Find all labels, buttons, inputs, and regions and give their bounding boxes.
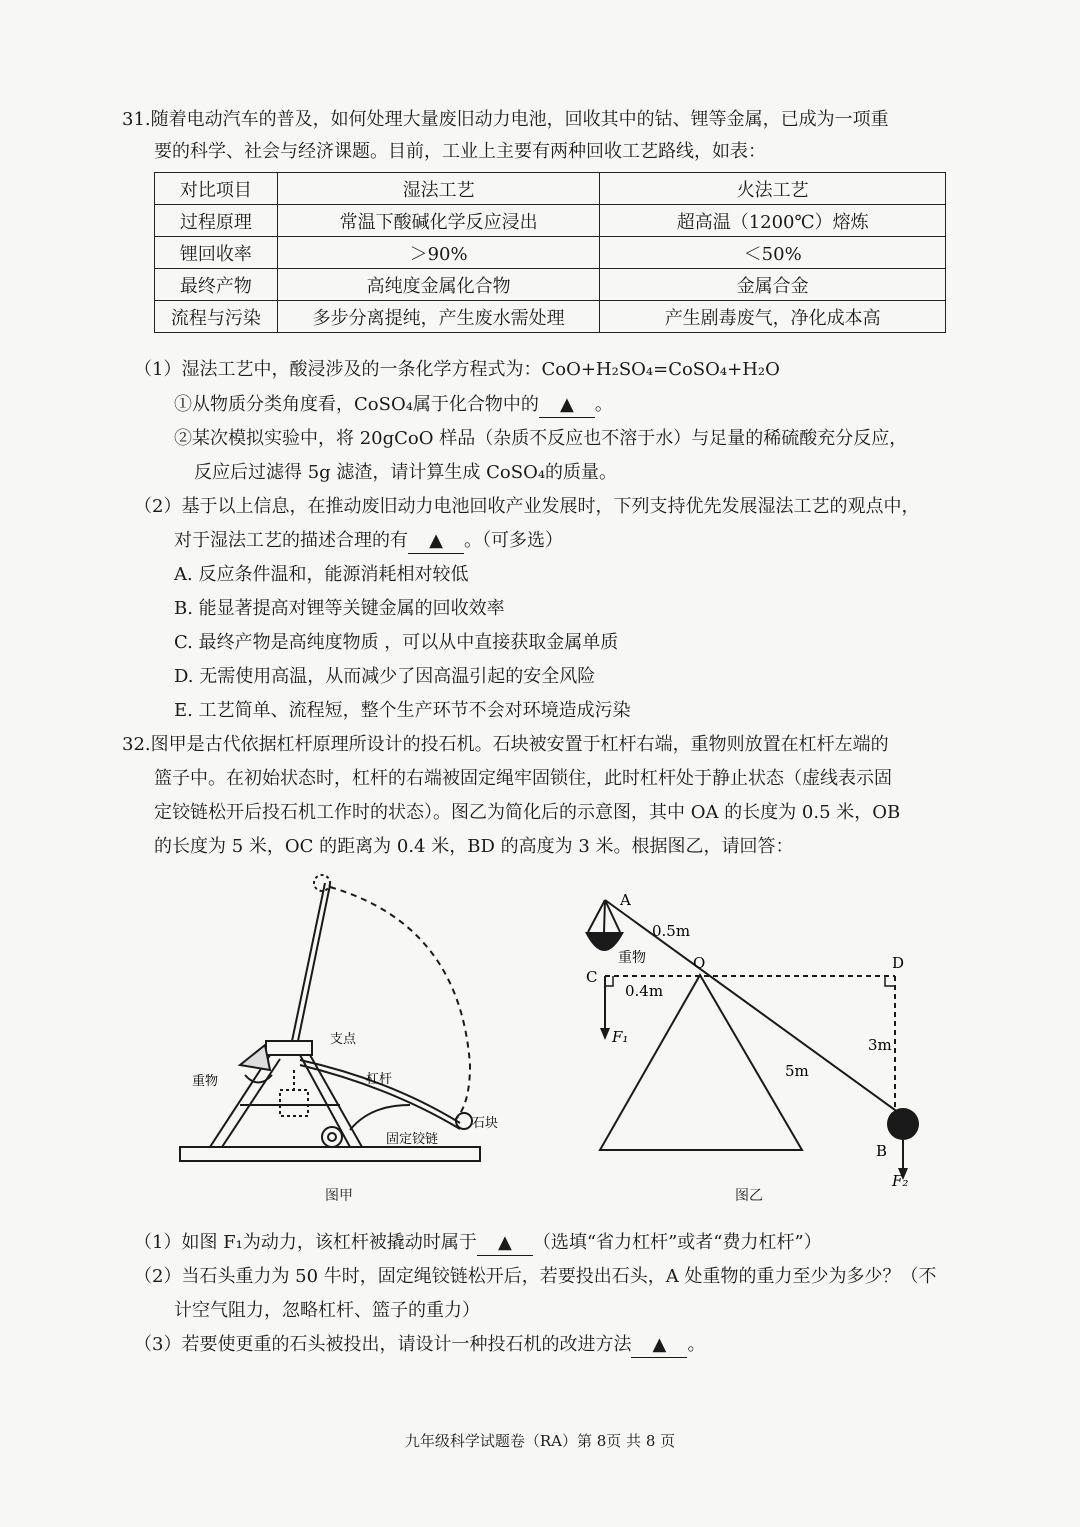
fulcrum-triangle bbox=[600, 975, 802, 1150]
answer-blank[interactable]: ▲ bbox=[539, 393, 595, 418]
point-a-label: A bbox=[620, 891, 631, 909]
table-cell: 超高温（1200℃）熔炼 bbox=[600, 205, 946, 237]
q32-intro-line1: 32.图甲是古代依据杠杆原理所设计的投石机。石块被安置于杠杆右端，重物则放置在杠杆左端的 bbox=[122, 734, 889, 755]
q31-part1b-line2: 反应后过滤得 5g 滤渣，请计算生成 CoSO₄的质量。 bbox=[194, 462, 618, 483]
label-hinge: 固定铰链 bbox=[386, 1132, 439, 1147]
length-bd-label: 3m bbox=[868, 1036, 892, 1054]
label-weight: 重物 bbox=[192, 1074, 219, 1089]
lever-arm bbox=[300, 1060, 460, 1123]
point-d-label: D bbox=[892, 954, 905, 972]
q31-part1a: ①从物质分类角度看，CoSO₄属于化合物中的 ▲ 。 bbox=[174, 393, 613, 418]
page-footer: 九年级科学试题卷（RA）第 8页 共 8 页 bbox=[404, 1432, 676, 1450]
label-stone: 石块 bbox=[472, 1116, 499, 1131]
table-cell: ＞90% bbox=[277, 237, 600, 269]
trebuchet-base bbox=[180, 1147, 480, 1161]
q31-part2-line2: 对于湿法工艺的描述合理的有 ▲ 。（可多选） bbox=[174, 529, 563, 554]
length-ob-label: 5m bbox=[785, 1062, 809, 1080]
q31-intro-line1: 31.随着电动汽车的普及，如何处理大量废旧动力电池，回收其中的钴、锂等金属，已成为一项重 bbox=[122, 109, 889, 130]
q32-part3: （3）若要使更重的石头被投出，请设计一种投石机的改进方法 ▲ 。 bbox=[134, 1333, 705, 1358]
option-c: C. 最终产物是高纯度物质 ，可以从中直接获取金属单质 bbox=[174, 632, 619, 653]
option-b: B. 能显著提高对锂等关键金属的回收效率 bbox=[174, 598, 505, 619]
table-row bbox=[155, 237, 946, 269]
answer-blank[interactable]: ▲ bbox=[631, 1333, 687, 1358]
q32-part2-line1: （2）当石头重力为 50 牛时，固定绳铰链松开后，若要投出石头，A 处重物的重力至少为多少？（不 bbox=[134, 1266, 937, 1287]
q32-intro-line2: 篮子中。在初始状态时，杠杆的右端被固定绳牢固锁住，此时杠杆处于静止状态（虚线表示固 bbox=[154, 768, 892, 789]
table-header-row bbox=[155, 173, 946, 205]
table-cell: 金属合金 bbox=[600, 269, 946, 301]
stone-ball bbox=[887, 1108, 919, 1140]
q32-part2-line2: 计空气阻力，忽略杠杆、篮子的重力） bbox=[174, 1300, 480, 1321]
q32-intro-line3: 定铰链松开后投石机工作时的状态）。图乙为简化后的示意图，其中 OA 的长度为 0.5 米，OB bbox=[154, 802, 901, 823]
force-f2-label: F₂ bbox=[892, 1172, 909, 1190]
table-header-cell: 湿法工艺 bbox=[277, 173, 600, 205]
table-cell: 锂回收率 bbox=[155, 237, 278, 269]
label-pivot: 支点 bbox=[330, 1032, 357, 1047]
figure-yi-caption: 图乙 bbox=[735, 1188, 763, 1204]
table-cell: 过程原理 bbox=[155, 205, 278, 237]
table-row bbox=[155, 301, 946, 333]
answer-blank[interactable]: ▲ bbox=[408, 529, 464, 554]
table-row bbox=[155, 205, 946, 237]
point-b-label: B bbox=[876, 1142, 888, 1160]
option-d: D. 无需使用高温，从而减少了因高温引起的安全风险 bbox=[174, 666, 596, 687]
option-e: E. 工艺简单、流程短，整个生产环节不会对环境造成污染 bbox=[174, 700, 631, 721]
length-oa-label: 0.5m bbox=[652, 922, 691, 940]
counterweight-basket bbox=[585, 932, 624, 951]
chemical-equation: CoO+H₂SO₄=CoSO₄+H₂O bbox=[541, 359, 780, 380]
q31-intro-line2: 要的科学、社会与经济课题。目前，工业上主要有两种回收工艺路线，如表： bbox=[154, 141, 766, 162]
table-cell: 最终产物 bbox=[155, 269, 278, 301]
lever-diagram-figure bbox=[580, 880, 940, 1200]
table-cell: 多步分离提纯，产生废水需处理 bbox=[277, 301, 600, 333]
option-a: A. 反应条件温和，能源消耗相对较低 bbox=[174, 564, 469, 585]
q32-number: 32. bbox=[122, 734, 151, 755]
q31-number: 31. bbox=[122, 109, 151, 130]
label-lever: 杠杆 bbox=[366, 1072, 393, 1087]
figure-jia-caption: 图甲 bbox=[325, 1188, 353, 1204]
table-cell: ＜50% bbox=[600, 237, 946, 269]
weight-label: 重物 bbox=[618, 950, 646, 966]
q31-part2-line1: （2）基于以上信息，在推动废旧动力电池回收产业发展时，下列支持优先发展湿法工艺的观点中， bbox=[134, 496, 920, 517]
table-cell: 常温下酸碱化学反应浸出 bbox=[277, 205, 600, 237]
table-cell: 流程与污染 bbox=[155, 301, 278, 333]
table-header-cell: 对比项目 bbox=[155, 173, 278, 205]
table-cell: 高纯度金属化合物 bbox=[277, 269, 600, 301]
answer-blank[interactable]: ▲ bbox=[477, 1231, 533, 1256]
point-o-label: O bbox=[693, 954, 706, 972]
q31-part1-label: （1）湿法工艺中，酸浸涉及的一条化学方程式为：CoO+H₂SO₄=CoSO₄+H₂O bbox=[134, 359, 780, 380]
length-oc-label: 0.4m bbox=[625, 982, 664, 1000]
f1-arrowhead bbox=[600, 1028, 610, 1040]
lever-arm-raised bbox=[292, 883, 325, 1041]
trebuchet-figure bbox=[170, 865, 500, 1205]
force-f1-label: F₁ bbox=[612, 1028, 629, 1046]
trajectory-dashed bbox=[330, 887, 470, 1120]
table-header-cell: 火法工艺 bbox=[600, 173, 946, 205]
comparison-table bbox=[154, 172, 946, 333]
table-cell: 产生剧毒废气，净化成本高 bbox=[600, 301, 946, 333]
q31-part1b-line1: ②某次模拟实验中，将 20gCoO 样品（杂质不反应也不溶于水）与足量的稀硫酸充分反应， bbox=[174, 428, 908, 449]
table-row bbox=[155, 269, 946, 301]
winch-wheel bbox=[322, 1127, 342, 1147]
q32-part1: （1）如图 F₁为动力，该杠杆被撬动时属于 ▲ （选填“省力杠杆”或者“费力杠杆”） bbox=[134, 1231, 822, 1256]
point-c-label: C bbox=[586, 968, 598, 986]
q32-intro-line4: 的长度为 5 米，OC 的距离为 0.4 米，BD 的高度为 3 米。根据图乙，请回答： bbox=[154, 836, 794, 857]
